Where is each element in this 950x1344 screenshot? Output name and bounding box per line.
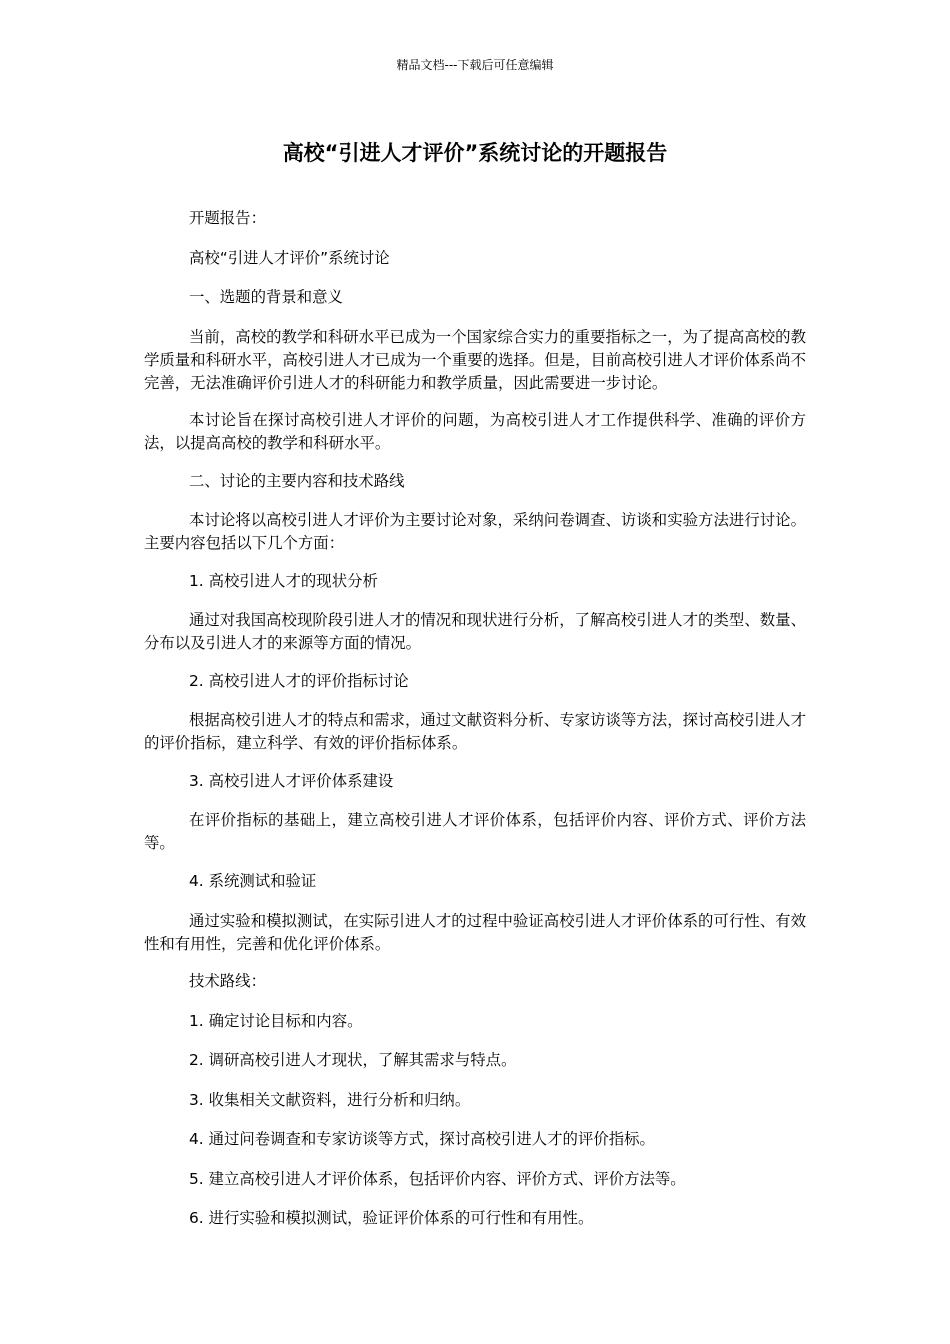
technical-route-label: 技术路线：	[189, 972, 266, 991]
paragraph-topic: 高校“引进人才评价”系统讨论	[189, 248, 390, 267]
paragraph-purpose: 本讨论旨在探讨高校引进人才评价的问题，为高校引进人才工作提供科学、准确的评价方法，以提高高校的教学和科研水平。	[144, 411, 806, 453]
list-heading-testing: 4. 系统测试和验证	[189, 872, 317, 891]
document-body	[144, 207, 806, 1247]
route-step-6: 6. 进行实验和模拟测试，验证评价体系的可行性和有用性。	[189, 1209, 594, 1228]
list-heading-status: 1. 高校引进人才的现状分析	[189, 571, 378, 590]
route-step-1: 1. 确定讨论目标和内容。	[189, 1011, 363, 1030]
route-step-4: 4. 通过问卷调查和专家访谈等方式，探讨高校引进人才的评价指标。	[189, 1130, 655, 1149]
list-heading-system: 3. 高校引进人才评价体系建设	[189, 771, 394, 790]
paragraph-content-intro: 本讨论将以高校引进人才评价为主要讨论对象，采纳问卷调查、访谈和实验方法进行讨论。主要内容包括以下几个方面：	[144, 511, 806, 553]
list-heading-indicators: 2. 高校引进人才的评价指标讨论	[189, 671, 409, 690]
section-heading-background: 一、选题的背景和意义	[189, 288, 343, 306]
route-step-5: 5. 建立高校引进人才评价体系，包括评价内容、评价方式、评价方法等。	[189, 1169, 686, 1188]
paragraph-system: 在评价指标的基础上，建立高校引进人才评价体系，包括评价内容、评价方式、评价方法等。	[144, 811, 806, 853]
section-heading-content: 二、讨论的主要内容和技术路线	[189, 471, 405, 490]
page-header: 精品文档---下载后可任意编辑	[396, 58, 554, 72]
document-title: 高校“引进人才评价”系统讨论的开题报告	[282, 141, 668, 165]
paragraph-indicators: 根据高校引进人才的特点和需求，通过文献资料分析、专家访谈等方法，探讨高校引进人才的评价指标，建立科学、有效的评价指标体系。	[144, 711, 806, 753]
route-step-2: 2. 调研高校引进人才现状，了解其需求与特点。	[189, 1051, 517, 1070]
paragraph-report-label: 开题报告：	[189, 209, 266, 227]
paragraph-background: 当前，高校的教学和科研水平已成为一个国家综合实力的重要指标之一，为了提高高校的教学质量和科研水平，高校引进人才已成为一个重要的选择。但是，目前高校引进人才评价体系尚不完善，无法准确评价引进人才的科研能力和教学质量，因此需要进一步讨论。	[144, 327, 806, 392]
paragraph-testing: 通过实验和模拟测试，在实际引进人才的过程中验证高校引进人才评价体系的可行性、有效性和有用性，完善和优化评价体系。	[144, 911, 806, 953]
paragraph-status: 通过对我国高校现阶段引进人才的情况和现状进行分析，了解高校引进人才的类型、数量、分布以及引进人才的来源等方面的情况。	[144, 611, 806, 653]
route-step-3: 3. 收集相关文献资料，进行分析和归纳。	[189, 1090, 471, 1109]
